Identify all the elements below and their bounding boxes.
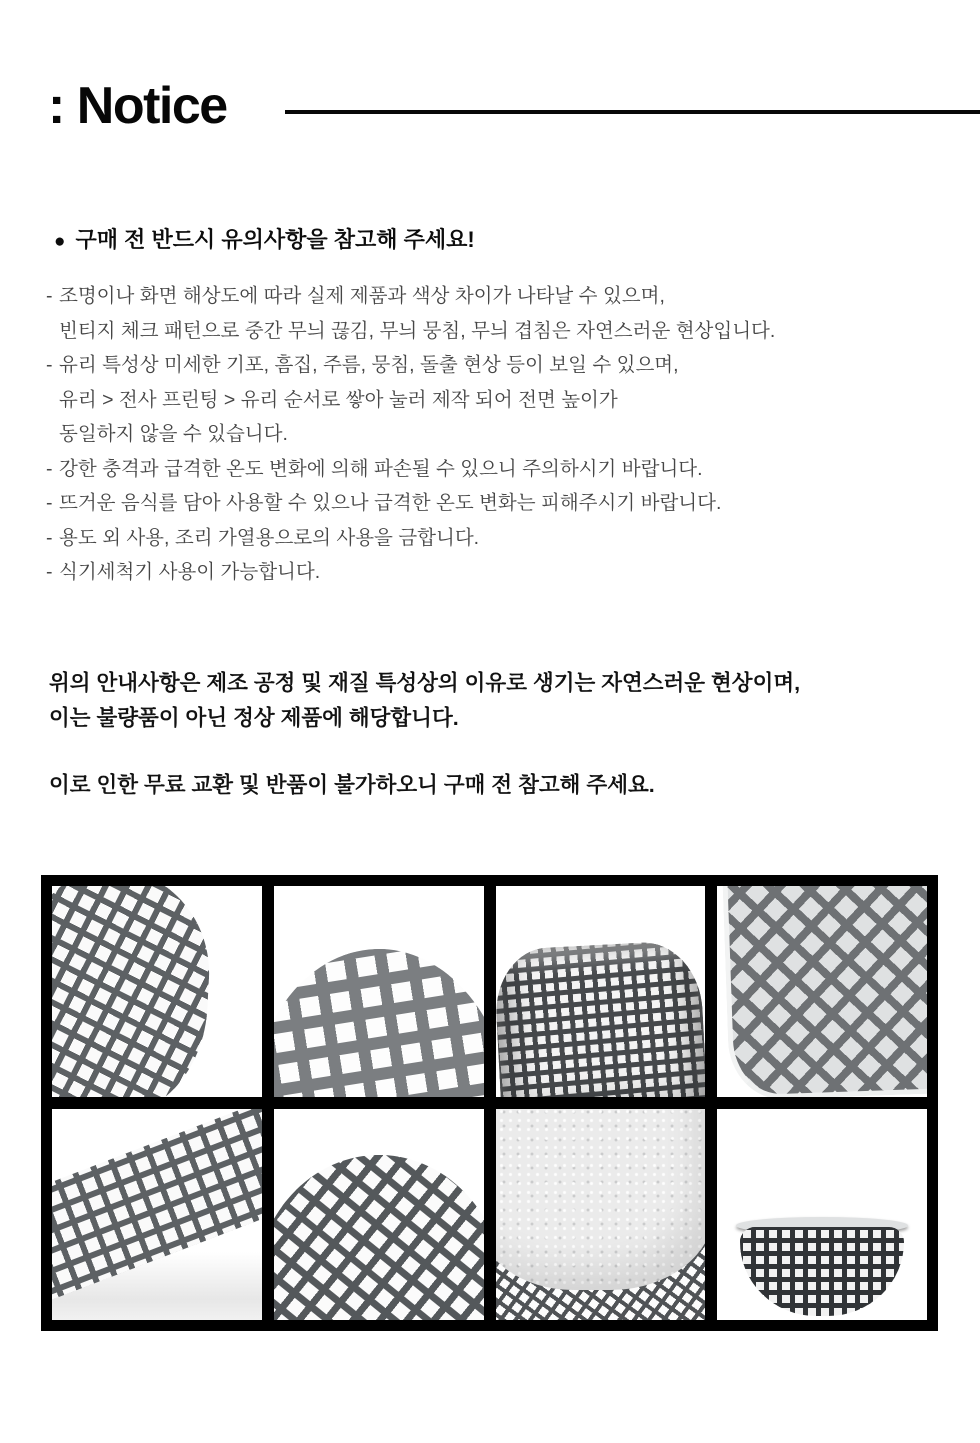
check-small-bowl-shape [740,1227,904,1316]
product-photo-8 [717,1109,927,1320]
product-photo-2 [274,886,484,1097]
check-tray-corner-shape [722,886,927,1097]
emphasis-line: 이로 인한 무료 교환 및 반품이 불가하오니 구매 전 참고해 주세요. [49,773,655,797]
product-photo-5 [52,1109,262,1320]
product-photo-3 [496,886,706,1097]
product-photo-7 [496,1109,706,1320]
bubble-glass-texture [496,1109,706,1290]
check-plate-rim-shape [52,886,214,1097]
notice-heading [54,226,475,255]
diamond-check-pattern [274,1151,484,1320]
notice-item [46,555,946,590]
notice-line: 빈티지 체크 패턴으로 중간 무늬 끊김, 무늬 뭉침, 무늬 겹침은 자연스러운 현상입니다. [59,319,776,342]
product-photo-6 [274,1109,484,1320]
emphasis-line: 이는 불량품이 아닌 정상 제품에 해당합니다. [49,706,459,730]
notice-line: 유리 특성상 미세한 기포, 흠집, 주름, 뭉침, 돌출 현상 등이 보일 수 있으며, [59,354,679,376]
page-title: : Notice [48,77,227,135]
product-photo-1 [52,886,262,1097]
notice-line: 동일하지 않을 수 있습니다. [59,423,288,445]
list-dash: - [46,526,53,549]
product-photo-4 [717,886,927,1097]
check-pattern [52,886,214,1097]
notice-line: 뜨거운 음식를 담아 사용할 수 있으나 급격한 온도 변화는 피해주시기 바랍니다. [59,492,722,514]
notice-line: 강한 충격과 급격한 온도 변화에 의해 파손될 수 있으니 주의하시기 바랍니다. [59,457,703,480]
list-dash: - [46,354,53,376]
notice-list [46,279,946,590]
bowl-shading [496,940,706,1097]
diamond-check-pattern [722,886,927,1097]
product-photo-grid [41,875,938,1331]
check-bowl-shape [496,940,706,1097]
emphasis-paragraph-2 [49,768,949,803]
title-divider-line [285,110,980,114]
notice-item [46,348,946,452]
bullet-icon: ● [54,230,66,252]
notice-line: 식기세척기 사용이 가능합니다. [59,561,321,583]
notice-heading-text: 구매 전 반드시 유의사항을 참고해 주세요! [75,227,475,252]
list-dash: - [46,492,53,514]
emphasis-paragraph-1 [49,666,949,736]
check-pattern [740,1227,904,1316]
list-dash: - [46,457,53,480]
check-pattern [274,945,484,1097]
notice-item [46,452,946,487]
notice-line: 용도 외 사용, 조리 가열용으로의 사용을 금합니다. [59,526,480,549]
notice-item [46,521,946,556]
notice-line: 조명이나 화면 해상도에 따라 실제 제품과 색상 차이가 나타날 수 있으며, [59,285,665,307]
check-oval-plate-shape [274,1151,484,1320]
notice-line: 유리 > 전사 프린팅 > 유리 순서로 쌓아 눌러 제작 되어 전면 높이가 [59,388,618,411]
notice-item [46,279,946,348]
list-dash: - [46,561,53,583]
list-dash: - [46,285,53,307]
emphasis-line: 위의 안내사항은 제조 공정 및 재질 특성상의 이유로 생기는 자연스러운 현상이며, [49,671,801,695]
notice-item [46,486,946,521]
check-plate-edge-shape [274,945,484,1097]
